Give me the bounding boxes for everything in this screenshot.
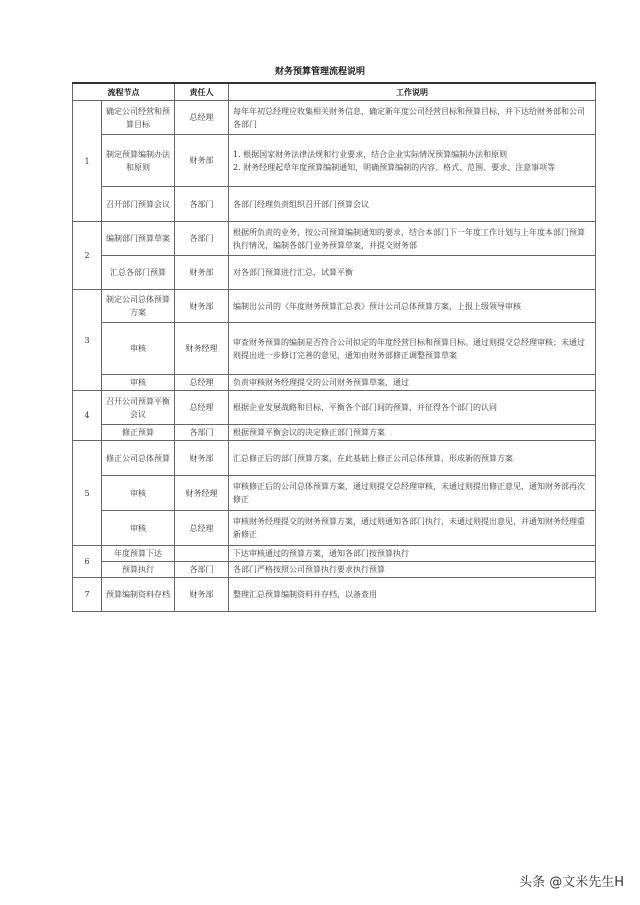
step-node: 制定公司总体预算方案 <box>102 290 175 323</box>
step-node: 制定预算编制办法和原则 <box>102 135 175 187</box>
step-number: 4 <box>73 391 102 441</box>
step-description: 每年年初总经理应收集相关财务信息，确定新年度公司经营目标和预算目标，并下达给财务部和公司各部门 <box>229 101 596 135</box>
step-description: 审查财务预算的编制是否符合公司拟定的年度经营目标和预算目标。通过则提交总经理审核；未通过则提出进一步修订完善的意见，通知由财务部修正调整预算草案 <box>229 323 596 375</box>
step-responsible: 各部门 <box>175 425 229 441</box>
header-node: 流程节点 <box>73 83 175 101</box>
step-node: 编制部门预算草案 <box>102 222 175 256</box>
step-node: 修正公司总体预算 <box>102 441 175 476</box>
step-node: 审核 <box>102 476 175 511</box>
step-node: 修正预算 <box>102 425 175 441</box>
table-body <box>73 101 596 612</box>
table-row <box>73 187 596 222</box>
step-number: 3 <box>73 290 102 391</box>
step-responsible: 各部门 <box>175 222 229 256</box>
table-row <box>73 546 596 562</box>
table-row <box>73 135 596 187</box>
step-node: 汇总各部门预算 <box>102 256 175 290</box>
step-node: 预算编制资料存档 <box>102 578 175 612</box>
step-description: 根据企业发展战略和目标，平衡各个部门间的预算，并征得各个部门的认同 <box>229 391 596 425</box>
step-responsible: 总经理 <box>175 511 229 546</box>
step-responsible: 财务部 <box>175 290 229 323</box>
step-responsible: 财务经理 <box>175 323 229 375</box>
table-row <box>73 375 596 391</box>
step-number: 7 <box>73 578 102 612</box>
step-node: 确定公司经营和预算目标 <box>102 101 175 135</box>
step-responsible: 财务部 <box>175 256 229 290</box>
table-row <box>73 391 596 425</box>
step-description: 下达审核通过的预算方案，通知各部门按预算执行 <box>229 546 596 562</box>
step-description: 各部门经理负责组织召开部门预算会议 <box>229 187 596 222</box>
step-description <box>229 135 596 187</box>
table-row <box>73 578 596 612</box>
step-responsible: 总经理 <box>175 375 229 391</box>
step-node: 审核 <box>102 511 175 546</box>
watermark: 头条 @文米先生H <box>519 875 624 890</box>
table-row <box>73 425 596 441</box>
table-row <box>73 101 596 135</box>
step-description: 对各部门预算进行汇总，试算平衡 <box>229 256 596 290</box>
step-responsible: 各部门 <box>175 562 229 578</box>
table-row <box>73 562 596 578</box>
table-row <box>73 323 596 375</box>
step-responsible: 各部门 <box>175 187 229 222</box>
header-desc: 工作说明 <box>229 83 596 101</box>
step-number: 1 <box>73 101 102 222</box>
step-node: 召开部门预算会议 <box>102 187 175 222</box>
description-line: 1. 根据国家财务法律法规和行业要求，结合企业实际情况预算编制办法和原则 <box>233 149 508 159</box>
table-row <box>73 511 596 546</box>
step-node: 审核 <box>102 375 175 391</box>
step-responsible: 财务部 <box>175 578 229 612</box>
step-description: 审核修正后的公司总体预算方案，通过则提交总经理审核，未通过则提出修正意见，通知财务部再次修正 <box>229 476 596 511</box>
step-description: 根据预算平衡会议的决定修正部门预算方案 <box>229 425 596 441</box>
table-row <box>73 476 596 511</box>
step-responsible: 财务经理 <box>175 476 229 511</box>
step-description: 审核财务经理提交的财务预算方案，通过则通知各部门执行，未通过则提出意见，并通知财务经理重新修正 <box>229 511 596 546</box>
step-description: 汇总修正后的部门预算方案，在此基础上修正公司总体预算，形成新的预算方案 <box>229 441 596 476</box>
step-responsible: 财务部 <box>175 441 229 476</box>
description-line: 2. 财务经理起草年度预算编制通知，明确预算编制的内容、格式、范围、要求、注意事项等 <box>233 162 556 172</box>
step-node: 召开公司预算平衡会议 <box>102 391 175 425</box>
step-node: 预算执行 <box>102 562 175 578</box>
step-description: 整理汇总预算编制资料并存档，以备查用 <box>229 578 596 612</box>
table-row <box>73 256 596 290</box>
step-node: 审核 <box>102 323 175 375</box>
step-description: 各部门严格按照公司预算执行要求执行预算 <box>229 562 596 578</box>
step-responsible: 总经理 <box>175 101 229 135</box>
step-description: 根据所负责的业务，按公司预算编制通知的要求，结合本部门下一年度工作计划与上年度本部门预算执行情况，编制各部门业务预算草案，并提交财务部 <box>229 222 596 256</box>
step-responsible: 财务部 <box>175 135 229 187</box>
header-resp: 责任人 <box>175 83 229 101</box>
page-title: 财务预算管理流程说明 <box>274 67 365 77</box>
step-number: 2 <box>73 222 102 290</box>
process-table <box>72 82 596 612</box>
step-responsible: 总经理 <box>175 391 229 425</box>
table-header-row <box>73 83 596 101</box>
step-description: 负责审核财务经理提交的公司财务预算草案，通过 <box>229 375 596 391</box>
step-responsible <box>175 546 229 562</box>
table-row <box>73 441 596 476</box>
step-number: 6 <box>73 546 102 578</box>
step-number: 5 <box>73 441 102 546</box>
table-row <box>73 222 596 256</box>
table-row <box>73 290 596 323</box>
step-description: 编制出公司的《年度财务预算汇总表》预计公司总体预算方案，上报上级领导审核 <box>229 290 596 323</box>
step-node: 年度预算下达 <box>102 546 175 562</box>
